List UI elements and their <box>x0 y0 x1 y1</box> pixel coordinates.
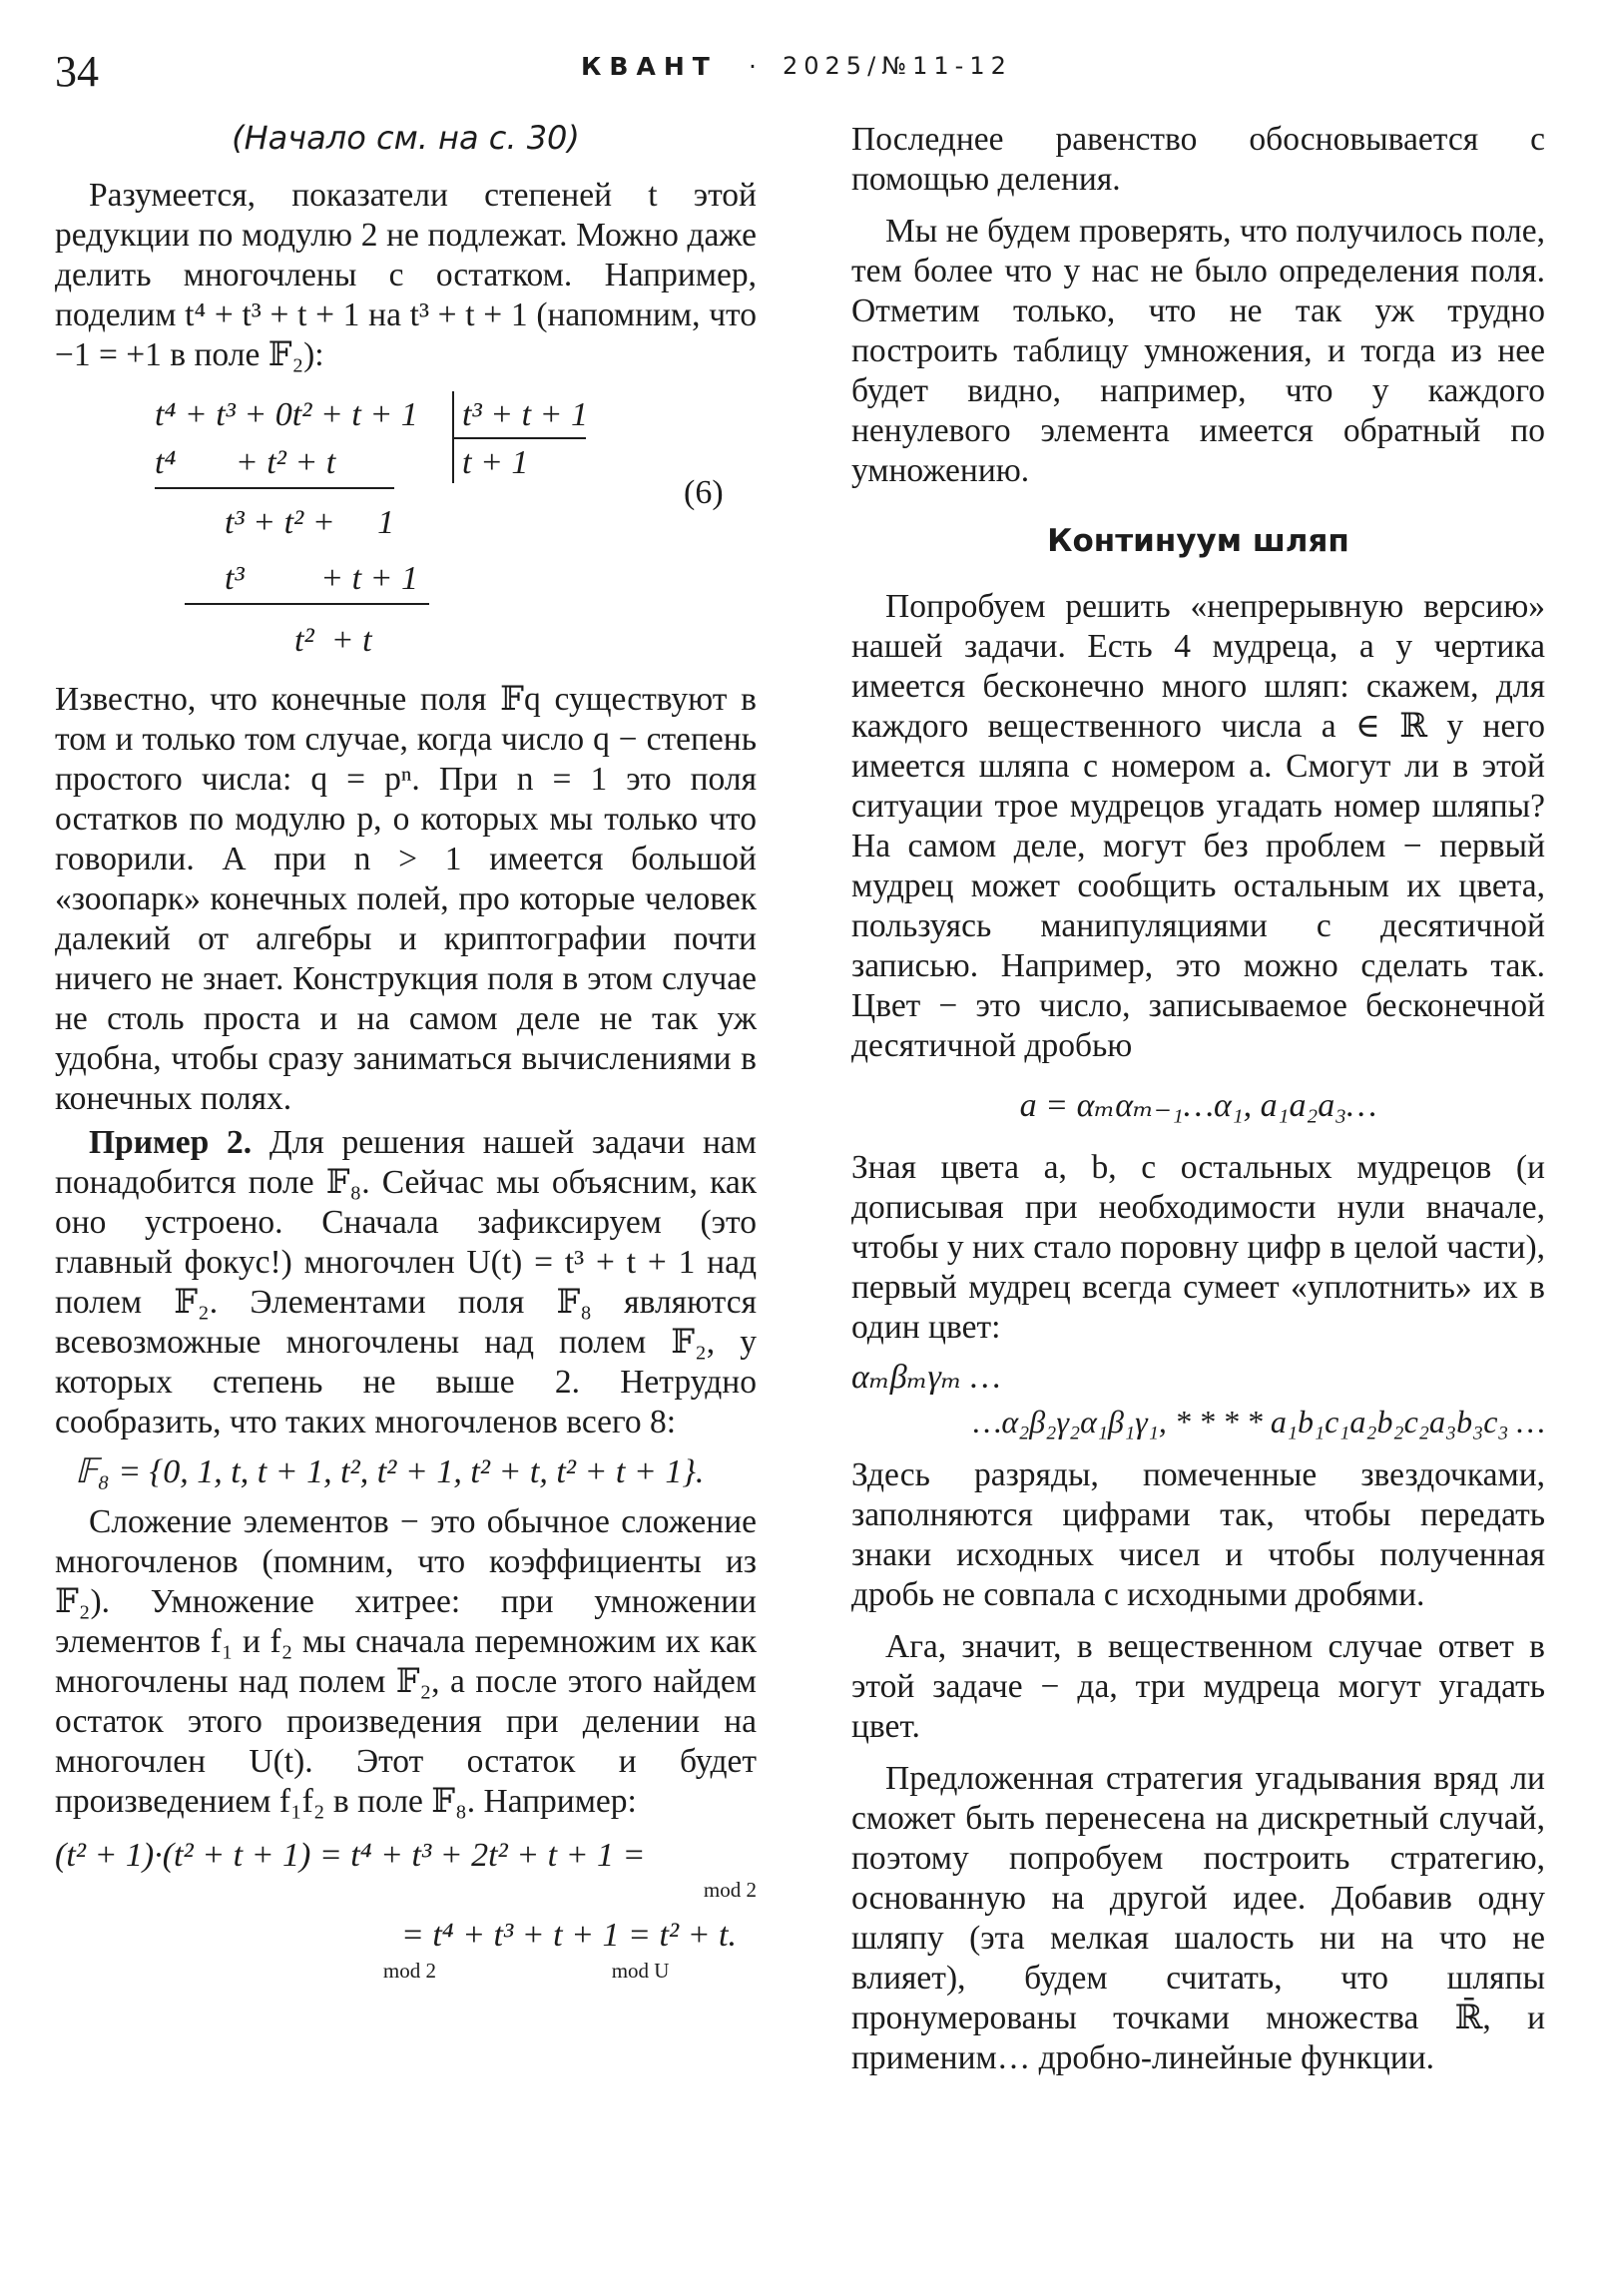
equation-number: (6) <box>684 474 724 511</box>
spacer <box>851 1615 1545 1627</box>
continuation-note: (Начало см. на с. 30) <box>232 119 580 157</box>
divisor-underline <box>454 437 586 439</box>
right-column <box>851 120 1545 2078</box>
paragraph: Разумеется, показатели степеней t этой редукции по модулю 2 не подлежат. Можно даже делить многочлены с остатком. Например, поделим t⁴ + t³ + t + 1 на t³ + t + 1 (напомним, что −1 = +1 в поле 𝔽₂): <box>55 177 757 373</box>
subtrahend-2: t³ + t + 1 <box>225 560 418 597</box>
packed-color-formula-1: αₘβₘγₘ … <box>851 1359 1001 1396</box>
remainder-2: t² + t <box>294 622 372 659</box>
divisor: t³ + t + 1 <box>462 396 588 433</box>
product-equation-line-2 <box>55 1916 757 1983</box>
equals-sign: = <box>400 1917 433 1954</box>
paragraph: Предложенная стратегия угадывания вряд ли сможет быть перенесена на дискретный случай, поэтому попробуем построить стратегию, основанную на другой идее. Добавив одну шляпу (эта мелкая шалость ни на что не влияет), будем считать, что шляпы пронумерованы точками множества ℝ̄, и применим… дробно-линейные функции. <box>851 1760 1545 2076</box>
division-rule-1 <box>155 487 394 489</box>
result-polynomial: t² + t. <box>659 1917 737 1954</box>
paragraph <box>55 1123 757 1442</box>
spacer <box>851 1747 1545 1759</box>
quotient: t + 1 <box>462 444 529 481</box>
reduced-polynomial <box>432 1917 670 1983</box>
header-separator: · <box>749 52 757 81</box>
paragraph: Зная цвета a, b, c остальных мудрецов (и дописывая при необходимости нули вначале, чтобы у них стало поровну цифр в целой части), первый мудрец всегда сумеет «уплотнить» их в один цвет: <box>851 1149 1545 1346</box>
example-text: Для решения нашей задачи нам понадобится поле 𝔽₈. Сейчас мы объясним, как оно устроено. Сначала зафиксируем (это главный фокус!) многочлен U(t) = t³ + t + 1 над полем 𝔽₂. Элементами поля 𝔽₈ являются всевозможные многочлены над полем 𝔽₂, у которых степень не выше 2. Нетрудно сообразить, что таких многочленов всего 8: <box>55 1124 757 1440</box>
dividend: t⁴ + t³ + 0t² + t + 1 <box>155 396 418 433</box>
product-equation: (t² + 1)·(t² + t + 1) = t⁴ + t³ + 2t² + t + 1 = <box>55 1837 646 1874</box>
spacer <box>851 200 1545 212</box>
page-number: 34 <box>55 47 99 96</box>
decimal-expansion-formula: a = αₘαₘ₋₁…α₁, a₁a₂a₃… <box>1019 1087 1377 1124</box>
issue-number: 2025/№11-12 <box>783 52 1012 80</box>
f8-set-formula: 𝔽₈ = {0, 1, t, t + 1, t², t² + 1, t² + t, t² + t + 1}. <box>75 1453 705 1490</box>
polynomial-division <box>55 381 757 676</box>
polynomial-text: t⁴ + t³ + t + 1 = <box>432 1917 660 1954</box>
paragraph: Здесь разряды, помеченные звездочками, заполняются цифрами так, чтобы передать знаки исходных чисел и чтобы полученная дробь не совпала с исходными дробями. <box>851 1456 1545 1613</box>
paragraph: Мы не будем проверять, что получилось поле, тем более что у нас не было определения поля. Отметим только, что не так уж трудно построить таблицу умножения, и тогда из нее будет видно, например, что у каждого ненулевого элемента имеется обратный по умножению. <box>851 213 1545 489</box>
paragraph: Известно, что конечные поля 𝔽q существуют в том и только том случае, когда число q − степень простого числа: q = pⁿ. При n = 1 это поля остатков по модулю p, о которых мы только что говорили. А при n > 1 имеется большой «зоопарк» конечных полей, про которые человек далекий от алгебры и криптографии почти ничего не знает. Конструкция поля в этом случае не столь проста и на самом деле не так уж удобна, чтобы сразу заниматься вычислениями в конечных полях. <box>55 681 757 1117</box>
example-label: Пример 2. <box>89 1124 253 1161</box>
equals-mod-2 <box>382 1917 436 1983</box>
mod-label: mod 2 <box>703 1878 757 1902</box>
mod-label: mod U <box>611 1959 670 1983</box>
subtrahend-1: t⁴ + t² + t <box>155 444 336 481</box>
left-column <box>55 119 757 1983</box>
journal-title: КВАНТ <box>581 52 718 81</box>
packed-color-formula-2: …α₂β₂γ₂α₁β₁γ₁, * * * * a₁b₁c₁a₂b₂c₂a₃b₃c₃ … <box>972 1404 1545 1439</box>
paragraph: Сложение элементов − это обычное сложение многочленов (помним, что коэффициенты из 𝔽₂). Умножение хитрее: при умножении элементов f₁ и f₂ мы сначала перемножим их как многочлены над полем 𝔽₂, а после этого найдем остаток этого произведения при делении на многочлен U(t). Этот остаток и будет произведением f₁f₂ в поле 𝔽₈. Например: <box>55 1503 757 1820</box>
paragraph: Ага, значит, в вещественном случае ответ в этой задаче − да, три мудреца могут угадать цвет. <box>851 1628 1545 1745</box>
section-title: Континуум шляп <box>1047 523 1349 559</box>
product-equation-line-1 <box>55 1836 757 1902</box>
remainder-1: t³ + t² + 1 <box>225 504 395 541</box>
paragraph: Последнее равенство обосновывается с помощью деления. <box>851 121 1545 198</box>
paragraph: Попробуем решить «непрерывную версию» нашей задачи. Есть 4 мудреца, а у чертика имеется бесконечно много шляп: скажем, для каждого вещественного числа a ∈ ℝ у него имеется шляпа с номером a. Смогут ли в этой ситуации трое мудрецов угадать номер шляпы? На самом деле, могут без проблем − первый мудрец может сообщить остальным их цвета, пользуясь манипуляциями с десятичной записью. Например, это можно сделать так. Цвет − это число, записываемое бесконечной десятичной дробью <box>851 588 1545 1064</box>
division-rule-2 <box>185 603 429 605</box>
mod-label: mod 2 <box>382 1959 436 1983</box>
